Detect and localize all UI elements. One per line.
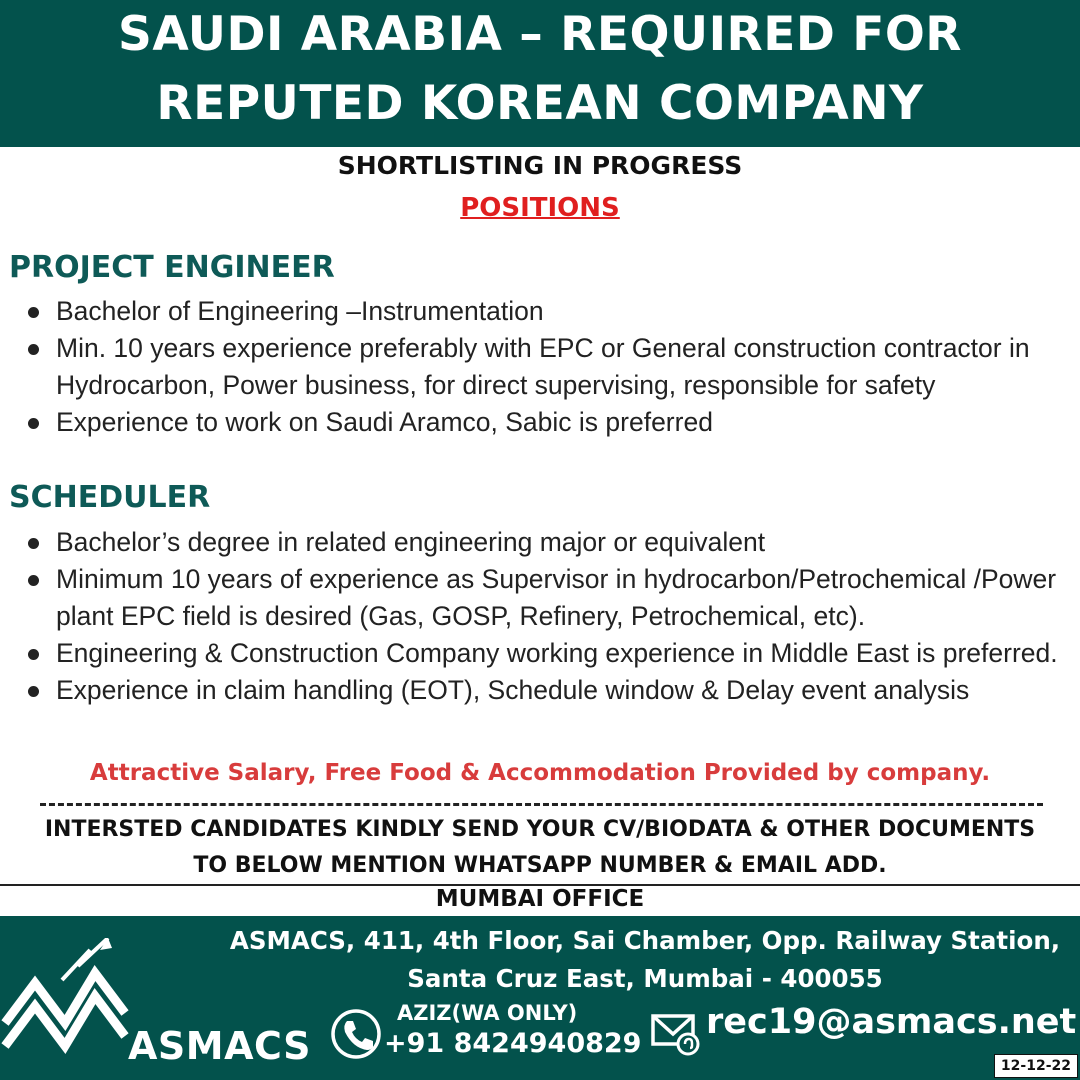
address-line-2: Santa Cruz East, Mumbai - 400055 [407, 964, 883, 993]
scheduler-requirements [0, 524, 1080, 709]
list-item-text: Bachelor’s degree in related engineering major or equivalent [56, 527, 766, 557]
list-item [0, 672, 1080, 709]
date-badge: 12-12-22 [994, 1054, 1078, 1078]
contact-phone[interactable]: +91 8424940829 [384, 1028, 642, 1059]
bullet-icon [28, 344, 39, 355]
header-title-line-1: SAUDI ARABIA – REQUIRED FOR [118, 7, 962, 62]
list-item-text: Experience to work on Saudi Aramco, Sabic is preferred [56, 407, 713, 437]
bullet-icon [28, 686, 39, 697]
list-item [0, 524, 1080, 561]
footer-banner [0, 916, 1080, 1080]
email-address[interactable]: rec19@asmacs.net [706, 1002, 1077, 1042]
list-item-text: Experience in claim handling (EOT), Schedule window & Delay event analysis [56, 675, 970, 705]
project-engineer-requirements [0, 293, 1080, 441]
contact-name: AZIZ(WA ONLY) [397, 1001, 578, 1025]
project-engineer-title: PROJECT ENGINEER [9, 250, 335, 285]
bullet-icon [28, 538, 39, 549]
list-item [0, 404, 1080, 441]
list-item-text: Minimum 10 years of experience as Supervisor in hydrocarbon/Petrochemical /Power plant EPC field is desired (Gas, GOSP, Refinery, Petrochemical, etc). [56, 564, 1057, 631]
instructions-line-1: INTERSTED CANDIDATES KINDLY SEND YOUR CV/BIODATA & OTHER DOCUMENTS [44, 817, 1036, 842]
positions-heading: POSITIONS [460, 193, 620, 223]
scheduler-title: SCHEDULER [9, 480, 211, 515]
application-instructions [0, 812, 1080, 884]
bullet-icon [28, 418, 39, 429]
list-item [0, 330, 1080, 404]
shortlisting-subheading: SHORTLISTING IN PROGRESS [337, 151, 743, 180]
office-label: MUMBAI OFFICE [435, 886, 645, 912]
list-item [0, 293, 1080, 330]
bullet-icon [28, 649, 39, 660]
logo-text: ASMACS [128, 1024, 311, 1068]
instructions-line-2: TO BELOW MENTION WHATSAPP NUMBER & EMAIL ADD. [193, 853, 887, 878]
list-item-text: Min. 10 years experience preferably with EPC or General construction contractor in Hydrocarbon, Power business, for direct supervising, responsible for safety [56, 333, 1030, 400]
list-item-text: Engineering & Construction Company working experience in Middle East is preferred. [56, 638, 1058, 668]
bullet-icon [28, 575, 39, 586]
list-item [0, 635, 1080, 672]
salary-benefits-note: Attractive Salary, Free Food & Accommodation Provided by company. [89, 760, 991, 786]
header-title-line-2: REPUTED KOREAN COMPANY [156, 76, 924, 131]
list-item [0, 561, 1080, 635]
list-item-text: Bachelor of Engineering –Instrumentation [56, 296, 544, 326]
header-banner [0, 0, 1080, 147]
mail-icon [650, 1008, 702, 1056]
phone-icon [330, 1008, 382, 1060]
office-address [215, 922, 1075, 998]
bullet-icon [28, 307, 39, 318]
address-line-1: ASMACS, 411, 4th Floor, Sai Chamber, Opp. Railway Station, [229, 926, 1061, 955]
dashed-divider [40, 803, 1043, 806]
